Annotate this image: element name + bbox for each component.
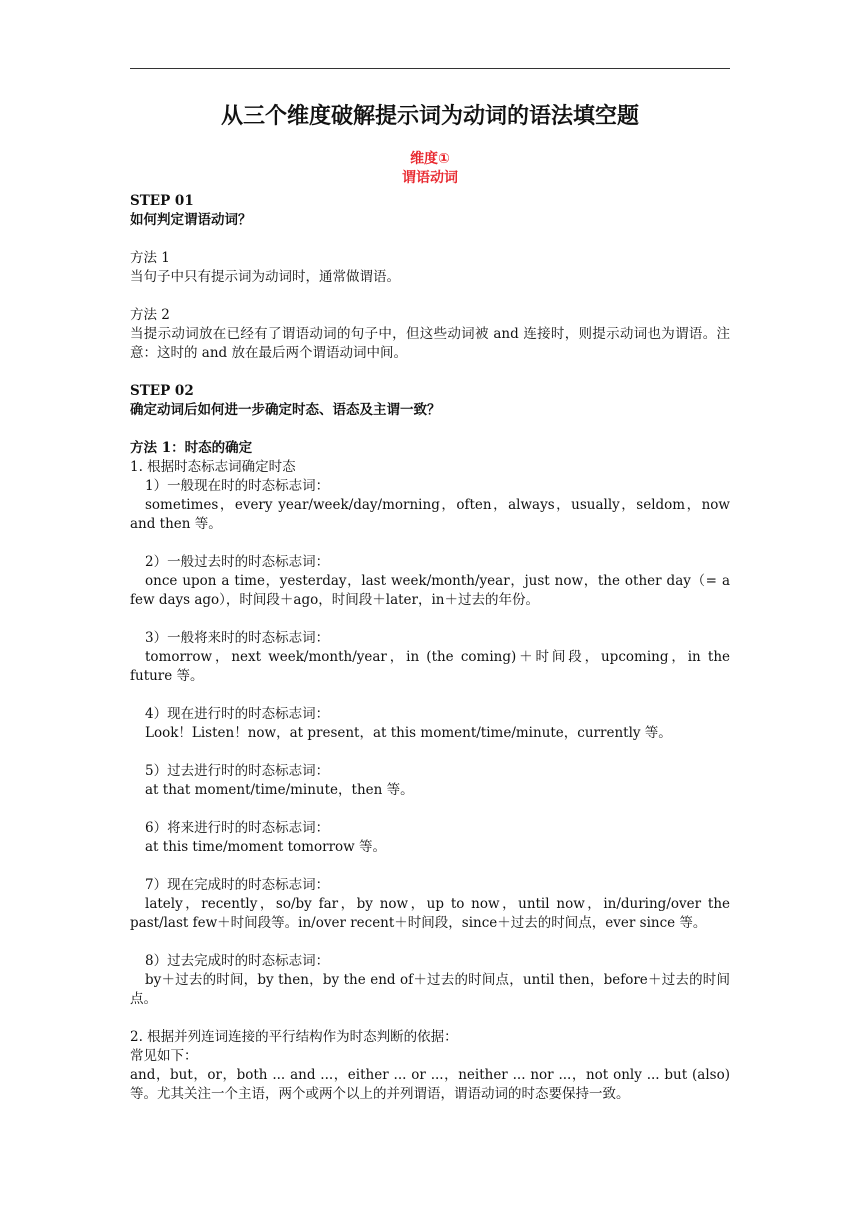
- tense-item: [130, 876, 730, 933]
- page-title: 从三个维度破解提示词为动词的语法填空题: [220, 104, 639, 129]
- tense-item-head: 8）过去完成时的时态标志词：: [145, 953, 330, 969]
- tense-item-head: 5）过去进行时的时态标志词：: [145, 763, 330, 779]
- tense-item: [130, 762, 730, 800]
- method1-text: 当句子中只有提示词为动词时，通常做谓语。: [130, 269, 400, 285]
- tense-item-body: sometimes，every year/week/day/morning，often，always，usually，seldom，now and then 等。: [130, 497, 730, 532]
- step02-label: STEP 02: [130, 383, 194, 399]
- dimension-name: 谓语动词: [402, 170, 458, 186]
- method1-label: 方法 1: [130, 250, 170, 266]
- tense-item: [130, 477, 730, 534]
- tense-item-body: by＋过去的时间，by then，by the end of＋过去的时间点，until then，before＋过去的时间点。: [130, 972, 730, 1007]
- tense-subheading-1: 1. 根据时态标志词确定时态: [130, 459, 296, 475]
- tense-method-heading: 方法 1：时态的确定: [130, 440, 253, 456]
- tense-subheading-2: 2. 根据并列连词连接的平行结构作为时态判断的依据：: [130, 1029, 458, 1045]
- tense-item-head: 7）现在完成时的时态标志词：: [145, 877, 330, 893]
- dimension-label: 维度①: [410, 151, 450, 167]
- tense-item-body: Look！Listen！now，at present，at this moment/time/minute，currently 等。: [145, 725, 672, 741]
- document-body: [130, 100, 730, 1104]
- tense-item-head: 3）一般将来时的时态标志词：: [145, 630, 330, 646]
- common-label: 常见如下：: [130, 1048, 198, 1064]
- tense-item-body: once upon a time，yesterday，last week/month/year，just now，the other day（= a few days ago），时间段＋ago，时间段＋later，in＋过去的年份。: [130, 573, 730, 608]
- tense-item-head: 4）现在进行时的时态标志词：: [145, 706, 330, 722]
- conjunctions-text: and，but，or，both ... and ...，either ... or ...，neither ... nor ...，not only ... but (also)等。尤其关注一个主语，两个或两个以上的并列谓语，谓语动词的时态要保持一致。: [130, 1067, 730, 1102]
- tense-item-body: tomorrow，next week/month/year，in (the coming)＋时间段，upcoming，in the future 等。: [130, 649, 730, 684]
- step01-question: 如何判定谓语动词？: [130, 212, 252, 228]
- step01-label: STEP 01: [130, 193, 194, 209]
- method2-label: 方法 2: [130, 307, 170, 323]
- tense-item: [130, 705, 730, 743]
- tense-item: [130, 629, 730, 686]
- header-rule: [130, 68, 730, 69]
- tense-item-body: lately，recently，so/by far，by now，up to now，until now，in/during/over the past/last few＋时间段等。in/over recent＋时间段，since＋过去的时间点，ever since 等。: [130, 896, 730, 931]
- tense-item-body: at this time/moment tomorrow 等。: [145, 839, 386, 855]
- tense-item: [130, 952, 730, 1009]
- tense-item-head: 6）将来进行时的时态标志词：: [145, 820, 330, 836]
- tense-item-head: 1）一般现在时的时态标志词：: [145, 478, 330, 494]
- tense-item-head: 2）一般过去时的时态标志词：: [145, 554, 330, 570]
- step02-question: 确定动词后如何进一步确定时态、语态及主谓一致？: [130, 402, 441, 418]
- tense-item-body: at that moment/time/minute，then 等。: [145, 782, 414, 798]
- method2-text: 当提示动词放在已经有了谓语动词的句子中，但这些动词被 and 连接时，则提示动词也为谓语。注意：这时的 and 放在最后两个谓语动词中间。: [130, 326, 730, 361]
- tense-item: [130, 553, 730, 610]
- tense-item: [130, 819, 730, 857]
